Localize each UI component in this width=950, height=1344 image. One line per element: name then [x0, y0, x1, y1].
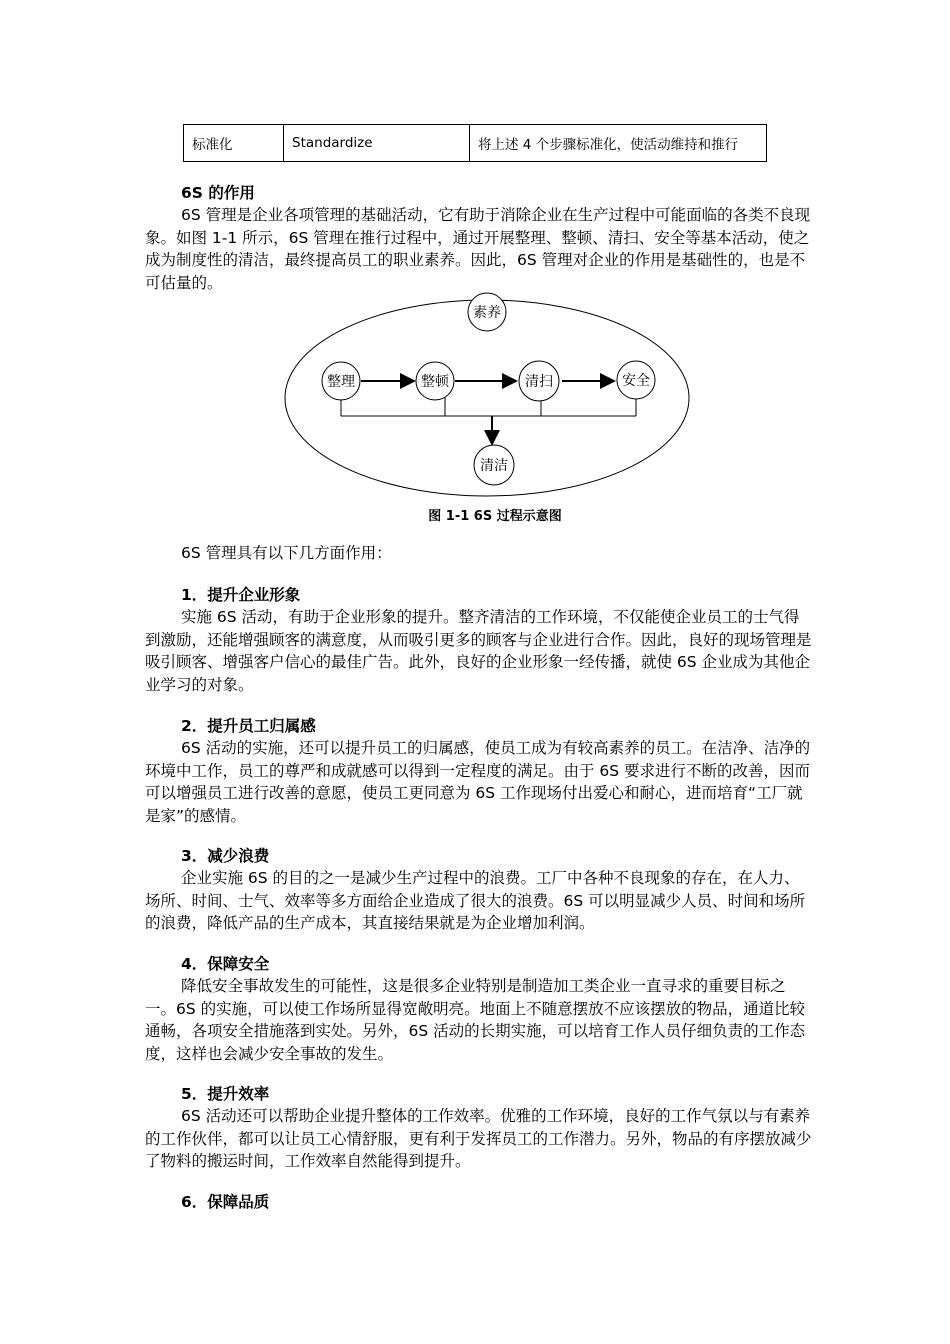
node-zhengdun — [416, 362, 454, 400]
node-label: 安全 — [622, 373, 650, 389]
table-cell-term: 标准化 — [184, 125, 284, 162]
node-anquan — [617, 361, 655, 399]
section-title-4: 4．保障安全 — [181, 955, 270, 973]
paragraph: 6S 管理是企业各项管理的基础活动，它有助于消除企业在生产过程中可能面临的各类不良现象。如图 1-1 所示，6S 管理在推行过程中，通过开展整理、整顿、清扫、安全等基本活动，使之成为制度性的清洁，最终提高员工的职业素养。因此，6S 管理对企业的作用是基础性的，也是不可估量的。 — [145, 206, 811, 292]
node-qingsao — [519, 361, 559, 401]
section-body-1 — [145, 606, 815, 696]
section-title-3: 3．减少浪费 — [181, 847, 270, 865]
node-suyang — [468, 293, 506, 331]
node-label: 素养 — [473, 305, 501, 321]
paragraph: 6S 活动还可以帮助企业提升整体的工作效率。优雅的工作环境，良好的工作气氛以与有素养的工作伙伴，都可以让员工心情舒服，更有利于发挥员工的工作潜力。另外，物品的有序摆放减少了物料的搬运时间，工作效率自然能得到提升。 — [145, 1107, 812, 1170]
paragraph: 6S 管理具有以下几方面作用： — [181, 544, 392, 562]
section-title-2: 2．提升员工归属感 — [181, 717, 316, 735]
node-zhengli — [322, 362, 360, 400]
section-title-6s-role: 6S 的作用 — [181, 184, 255, 202]
section-body-3 — [145, 867, 815, 935]
paragraph: 6S 活动的实施，还可以提升员工的归属感，使员工成为有较高素养的员工。在洁净、洁净的环境中工作，员工的尊严和成就感可以得到一定程度的满足。由于 6S 要求进行不断的改善，因而可以增强员工进行改善的意愿，使员工更同意为 6S 工作现场付出爱心和耐心，进而培育“工厂就是家”的感情。 — [145, 739, 811, 825]
section-body-5 — [145, 1105, 815, 1173]
6s-process-diagram — [0, 0, 950, 520]
figure-caption: 图 1-1 6S 过程示意图 — [428, 509, 562, 524]
bracket-lines — [341, 397, 636, 416]
section-body-2 — [145, 737, 815, 827]
paragraph: 降低安全事故发生的可能性，这是很多企业特别是制造加工类企业一直寻求的重要目标之一。6S 的实施，可以使工作场所显得宽敞明亮。地面上不随意摆放不应该摆放的物品，通道比较通畅，各项安全措施落到实处。另外，6S 活动的长期实施，可以培育工作人员仔细负责的工作态度，这样也会减少安全事故的发生。 — [145, 977, 806, 1063]
paragraph: 实施 6S 活动，有助于企业形象的提升。整齐清洁的工作环境，不仅能使企业员工的士气得到激励，还能增强顾客的满意度，从而吸引更多的顾客与企业进行合作。因此，良好的现场管理是吸引顾客、增强客户信心的最佳广告。此外，良好的企业形象一经传播，就使 6S 企业成为其他企业学习的对象。 — [145, 608, 812, 694]
section-title-6: 6．保障品质 — [181, 1193, 270, 1211]
table-cell-description: 将上述 4 个步骤标准化，使活动维持和推行 — [470, 125, 767, 162]
node-qingjie — [474, 445, 514, 485]
node-label: 清洁 — [480, 458, 508, 474]
lead-paragraph — [145, 542, 815, 565]
section-body-4 — [145, 975, 815, 1065]
paragraph: 企业实施 6S 的目的之一是减少生产过程中的浪费。工厂中各种不良现象的存在，在人力、场所、时间、士气、效率等多方面给企业造成了很大的浪费。6S 可以明显减少人员、时间和场所的浪费，降低产品的生产成本，其直接结果就是为企业增加利润。 — [145, 869, 806, 932]
section-title-5: 5．提升效率 — [181, 1085, 270, 1103]
section-title-1: 1．提升企业形象 — [181, 586, 301, 604]
node-label: 整顿 — [421, 374, 449, 390]
table-cell-english: Standardize — [284, 125, 470, 162]
node-label: 清扫 — [525, 374, 553, 390]
node-label: 整理 — [327, 374, 355, 390]
